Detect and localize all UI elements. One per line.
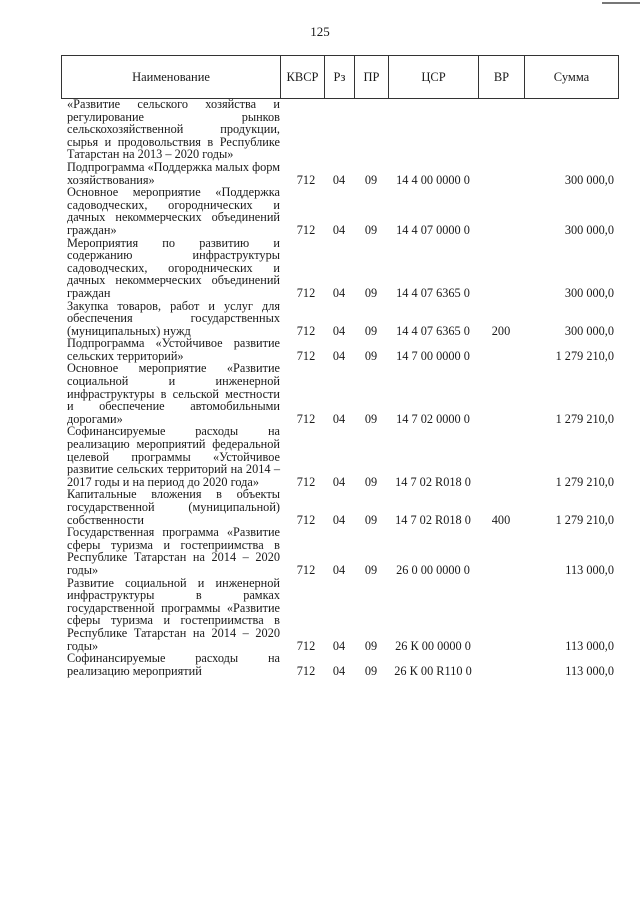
header-pr: ПР [355,56,389,99]
table-header [61,55,619,99]
row-name: Основное мероприятие «Развитие социальной и инженерной инфраструктуры в сельской местности и обеспечение автомобильными дорогами» [67,361,280,426]
row-name: Капитальные вложения в объекты государственной (муниципальной) собственности [67,487,280,527]
row-rz: 04 [332,663,346,678]
row-pr: 09 [364,285,378,300]
table-row [61,425,621,488]
header-sum: Сумма [525,56,619,99]
row-name: Основное мероприятие «Поддержка садоводческих, огороднических и дачных некоммерческих объединений граждан» [67,185,280,237]
table-row [61,337,621,362]
row-kvsr: 712 [296,222,316,237]
row-kvsr: 712 [296,323,316,338]
row-name: Мероприятия по развитию и содержанию инфраструктуры садоводческих, огороднических и дачных некоммерческих объединений граждан [67,235,280,300]
row-pr: 09 [364,638,378,653]
row-pr: 09 [364,222,378,237]
row-rz: 04 [332,348,346,363]
row-sum: 300 000,0 [564,222,614,237]
table-row [61,237,621,300]
row-name: Софинансируемые расходы на реализацию мероприятий федеральной целевой программы «Устойчивое развитие сельских территорий на 2014 – 2017 годы и на период до 2020 года» [67,424,280,489]
row-kvsr: 712 [296,663,316,678]
row-sum: 300 000,0 [564,285,614,300]
table-row [61,488,621,526]
row-name: Подпрограмма «Устойчивое развитие сельских территорий» [67,336,280,363]
row-rz: 04 [332,172,346,187]
row-rz: 04 [332,474,346,489]
row-sum: 1 279 210,0 [555,348,614,363]
table-row [61,161,621,186]
row-csr: 14 4 00 0000 0 [396,172,470,187]
table-row [61,526,621,576]
row-pr: 09 [364,411,378,426]
table-row [61,300,621,338]
row-pr: 09 [364,512,378,527]
row-sum: 300 000,0 [564,323,614,338]
row-kvsr: 712 [296,512,316,527]
row-pr: 09 [364,562,378,577]
table-body [61,98,621,677]
row-csr: 26 0 00 0000 0 [396,562,470,577]
row-sum: 113 000,0 [565,562,614,577]
row-rz: 04 [332,285,346,300]
row-rz: 04 [332,222,346,237]
table-row [61,577,621,653]
row-name: «Развитие сельского хозяйства и регулирование рынков сельскохозяйственной продукции, сырья и продовольствия в Республике Татарстан на 2013 – 2020 годы» [67,97,280,162]
row-name: Закупка товаров, работ и услуг для обеспечения государственных (муниципальных) нужд [67,298,280,338]
row-kvsr: 712 [296,348,316,363]
row-pr: 09 [364,323,378,338]
row-name: Государственная программа «Развитие сферы туризма и гостеприимства в Республике Татарстан на 2014 – 2020 годы» [67,525,280,577]
row-kvsr: 712 [296,474,316,489]
row-rz: 04 [332,562,346,577]
row-csr: 14 4 07 0000 0 [396,222,470,237]
row-csr: 14 7 02 0000 0 [396,411,470,426]
row-kvsr: 712 [296,285,316,300]
row-pr: 09 [364,172,378,187]
row-csr: 14 7 00 0000 0 [396,348,470,363]
row-kvsr: 712 [296,172,316,187]
row-rz: 04 [332,411,346,426]
row-sum: 300 000,0 [564,172,614,187]
row-kvsr: 712 [296,638,316,653]
row-rz: 04 [332,323,346,338]
row-name: Подпрограмма «Поддержка малых форм хозяйствования» [67,159,280,187]
row-csr: 14 7 02 R018 0 [395,474,471,489]
header-kvsr: КВСР [281,56,325,99]
page-number: 125 [310,24,330,39]
row-sum: 113 000,0 [565,638,614,653]
row-vr: 400 [491,512,511,527]
header-rz: Рз [325,56,355,99]
table-row [61,186,621,236]
header-vr: ВР [479,56,525,99]
table-row [61,98,621,161]
table-row [61,652,621,677]
row-name: Софинансируемые расходы на реализацию мероприятий [67,651,280,678]
row-pr: 09 [364,348,378,363]
row-pr: 09 [364,663,378,678]
row-csr: 26 К 00 0000 0 [395,638,471,653]
row-sum: 1 279 210,0 [555,512,614,527]
row-sum: 1 279 210,0 [555,411,614,426]
row-pr: 09 [364,474,378,489]
row-rz: 04 [332,638,346,653]
row-csr: 14 4 07 6365 0 [396,323,470,338]
row-csr: 14 4 07 6365 0 [396,285,470,300]
header-name: Наименование [62,56,281,99]
row-vr: 200 [491,323,511,338]
table-row [61,362,621,425]
row-csr: 14 7 02 R018 0 [395,512,471,527]
row-sum: 1 279 210,0 [555,474,614,489]
row-name: Развитие социальной и инженерной инфраструктуры в рамках государственной программы «Развитие сферы туризма и гостеприимства в Республике Татарстан на 2014 – 2020 годы» [67,575,280,653]
header-csr: ЦСР [389,56,479,99]
row-sum: 113 000,0 [565,663,614,678]
row-rz: 04 [332,512,346,527]
row-kvsr: 712 [296,411,316,426]
corner-scan-mark [602,2,640,4]
row-csr: 26 К 00 R110 0 [394,663,472,678]
row-kvsr: 712 [296,562,316,577]
